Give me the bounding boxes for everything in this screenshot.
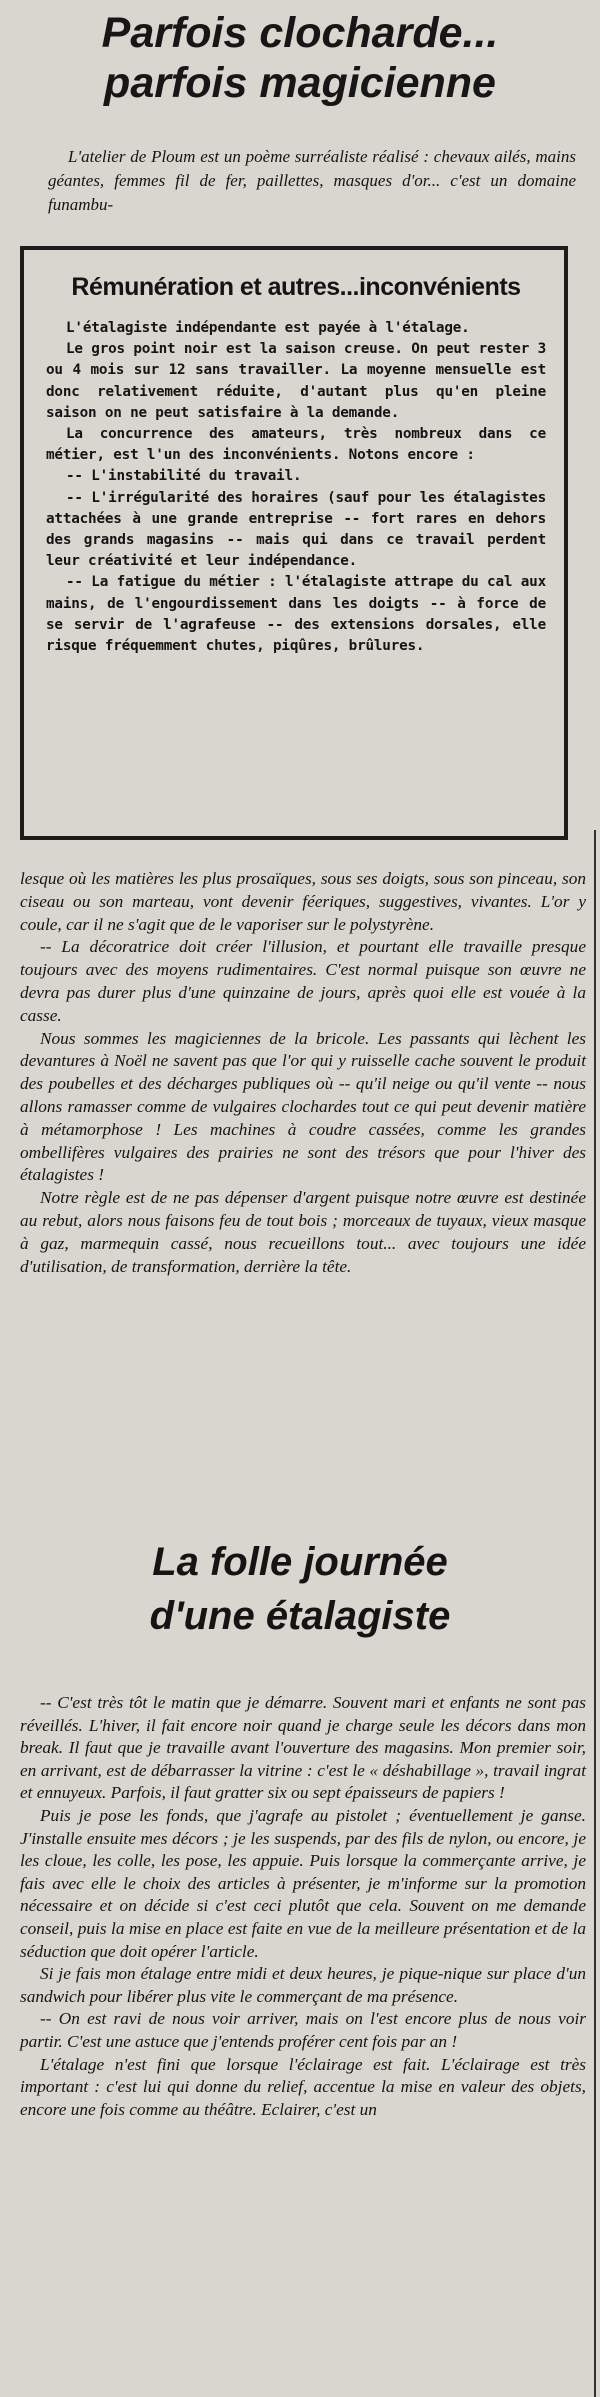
intro-paragraph: L'atelier de Ploum est un poème surréaliste réalisé : chevaux ailés, mains géantes, femmes fil de fer, paillettes, masques d'or... c'est un domaine funambu-: [48, 147, 576, 214]
section-headline: [0, 1535, 600, 1643]
headline-line-1: Parfois clocharde...: [101, 9, 499, 57]
body-paragraph: -- On est ravi de nous voir arriver, mais on l'est encore plus de nous voir partir. C'est une astuce que j'entends proférer cent fois par an !: [20, 2009, 586, 2051]
body-paragraph: L'étalage n'est fini que lorsque l'éclairage est fait. L'éclairage est très important : c'est lui qui donne du relief, accentue la mise en valeur des objets, encore une fois comme au théâtre. Eclairer, c'est un: [20, 2054, 586, 2119]
continuation-text: [20, 868, 586, 1278]
body-paragraph: -- La décoratrice doit créer l'illusion, et pourtant elle travaille presque toujours avec des moyens rudimentaires. C'est normal puisque son œuvre ne devra pas durer plus d'une quinzaine de jours, après quoi elle est vouée à la casse.: [20, 937, 586, 1025]
sidebar-title: Rémunération et autres...inconvénients: [71, 273, 521, 301]
sidebar-paragraph: -- La fatigue du métier : l'étalagiste attrape du cal aux mains, de l'engourdissement dans les doigts -- à force de se servir de l'agrafeuse -- des extensions dorsales, elle risque fréquemment chutes, piqûres, brûlures.: [46, 574, 546, 655]
headline: [0, 8, 600, 108]
sidebar-paragraph: Le gros point noir est la saison creuse. On peut rester 3 ou 4 mois sur 12 sans travailler. La moyenne mensuelle est donc relativement réduite, d'autant plus qu'en pleine saison on ne peut satisfaire à la demande.: [46, 341, 546, 421]
sidebar-paragraph: La concurrence des amateurs, très nombreux dans ce métier, est l'un des inconvénients. Notons encore :: [46, 426, 546, 464]
body-paragraph: Notre règle est de ne pas dépenser d'argent puisque notre œuvre est destinée au rebut, alors nous faisons feu de tout bois ; morceaux de tuyaux, vieux masque à gaz, marmequin cassé, nous recueillons tout... avec toujours une idée d'utilisation, de transformation, derrière la tête.: [20, 1188, 586, 1276]
body-paragraph: Puis je pose les fonds, que j'agrafe au pistolet ; éventuellement je ganse. J'installe ensuite mes décors ; je les suspends, par des fils de nylon, ou encore, je les cloue, les colle, les pose, les appuie. Puis lorsque la commerçante arrive, je fais avec elle le choix des articles à présenter, je m'informe sur la promotion nécessaire et on décide si c'est ceci plutôt que cela. Souvent on me demande conseil, puis la mise en place est faite en vue de la meilleure présentation et de la séduction que doit opérer l'article.: [20, 1805, 586, 1961]
body-paragraph: Si je fais mon étalage entre midi et deux heures, je pique-nique sur place d'un sandwich pour libérer plus vite le commerçant de ma présence.: [20, 1964, 586, 2006]
sidebar-paragraph: L'étalagiste indépendante est payée à l'étalage.: [66, 320, 470, 336]
sidebar-paragraph: -- L'irrégularité des horaires (sauf pour les étalagistes attachées à une grande entreprise -- fort rares en dehors des grands magasins -- mais qui dans ce travail perdent leur créativité et leur indépendance.: [46, 489, 546, 570]
body-paragraph: -- C'est très tôt le matin que je démarre. Souvent mari et enfants ne sont pas réveillés. L'hiver, il fait encore noir quand je charge seule les décors dans mon break. Il faut que je travaille avant l'ouverture des magasins. Mon premier soir, en arrivant, est de débarrasser la vitrine : c'est le « déshabillage », travail ingrat et ennuyeux. Parfois, il faut gratter six ou sept épaisseurs de papiers !: [20, 1693, 586, 1803]
sidebar-paragraph: -- L'instabilité du travail.: [66, 468, 302, 485]
section-headline-line-2: d'une étalagiste: [149, 1594, 451, 1638]
section-headline-line-1: La folle journée: [152, 1540, 448, 1584]
article-text: [20, 1692, 586, 2121]
headline-line-2: parfois magicienne: [104, 59, 496, 107]
sidebar-box: [20, 246, 568, 840]
body-paragraph: Nous sommes les magiciennes de la bricole. Les passants qui lèchent les devantures à Noël ne savent pas que l'or qui y ruisselle cache souvent le produit des poubelles et des décharges publiques où -- qu'il neige ou qu'il vente -- nous allons ramasser comme de vulgaires clochardes tout ce qui peut devenir matière à métamorphose ! Les machines à coudre cassées, comme les grandes ombellifères vulgaires des prairies ne sont des trésors que pour l'hiver des étalagistes !: [20, 1028, 586, 1185]
body-paragraph: lesque où les matières les plus prosaïques, sous ses doigts, sous son pinceau, son ciseau ou son marteau, vont devenir féeriques, suggestives, vivantes. L'or y coule, car il ne s'agit que de le vaporiser sur le polystyrène.: [20, 869, 586, 934]
